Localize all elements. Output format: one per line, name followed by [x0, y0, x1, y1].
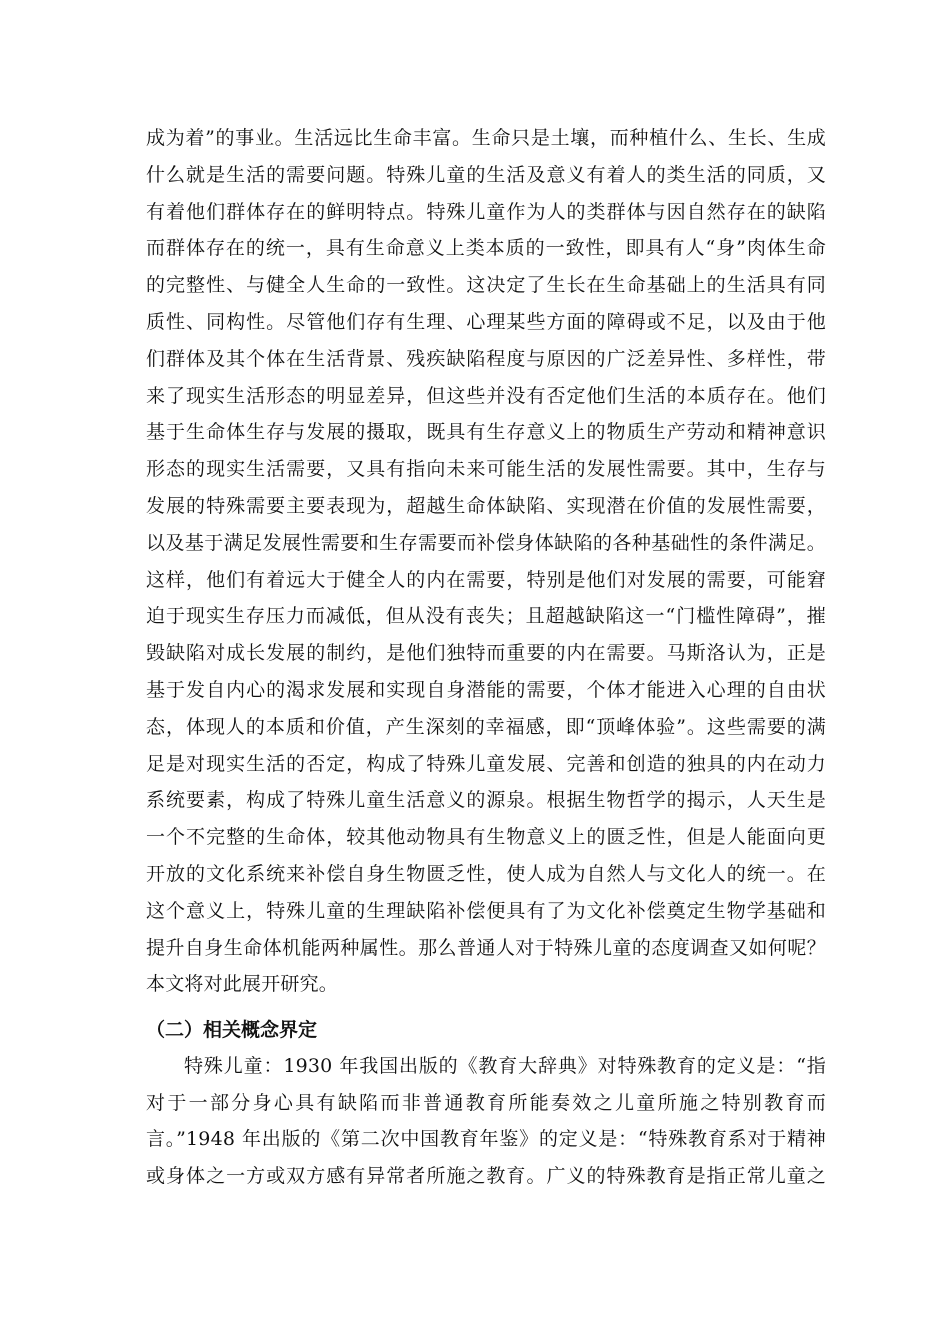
- text-line: 质性、同构性。尽管他们存有生理、心理某些方面的障碍或不足，以及由于他: [146, 311, 826, 333]
- text-line: 本文将对此展开研究。: [146, 973, 339, 996]
- text-line: 来了现实生活形态的明显差异，但这些并没有否定他们生活的本质存在。他们: [146, 384, 826, 407]
- text-line: 特殊儿童：1930 年我国出版的《教育大辞典》对特殊教育的定义是：“指: [184, 1055, 826, 1077]
- text-line: 什么就是生活的需要问题。特殊儿童的生活及意义有着人的类生活的同质，又: [146, 163, 826, 186]
- text-line: 毁缺陷对成长发展的制约，是他们独特而重要的内在需要。马斯洛认为，正是: [146, 642, 826, 665]
- text-line: 或身体之一方或双方感有异常者所施之教育。广义的特殊教育是指正常儿童之: [146, 1164, 826, 1187]
- text-line: 们群体及其个体在生活背景、残疾缺陷程度与原因的广泛差异性、多样性，带: [146, 347, 826, 370]
- text-line: 言。”1948 年出版的《第二次中国教育年鉴》的定义是：“特殊教育系对于精神: [146, 1128, 826, 1150]
- text-line: 系统要素，构成了特殊儿童生活意义的源泉。根据生物哲学的揭示，人天生是: [146, 789, 826, 812]
- text-line: 一个不完整的生命体，较其他动物具有生物意义上的匮乏性，但是人能面向更: [146, 826, 826, 849]
- text-line: 这样，他们有着远大于健全人的内在需要，特别是他们对发展的需要，可能窘: [146, 568, 826, 591]
- text-line: 迫于现实生存压力而减低，但从没有丧失；且超越缺陷这一“门槛性障碍”，摧: [146, 605, 826, 628]
- text-line: 提升自身生命体机能两种属性。那么普通人对于特殊儿童的态度调查又如何呢？: [146, 936, 826, 959]
- text-line: 以及基于满足发展性需要和生存需要而补偿身体缺陷的各种基础性的条件满足。: [146, 531, 826, 554]
- text-line: 有着他们群体存在的鲜明特点。特殊儿童作为人的类群体与因自然存在的缺陷: [146, 200, 826, 223]
- text-line: 开放的文化系统来补偿自身生物匮乏性，使人成为自然人与文化人的统一。在: [146, 863, 826, 885]
- text-line: 态，体现人的本质和价值，产生深刻的幸福感，即“顶峰体验”。这些需要的满: [146, 715, 826, 738]
- text-line: 的完整性、与健全人生命的一致性。这决定了生长在生命基础上的生活具有同: [146, 274, 826, 297]
- text-line: 成为着”的事业。生活远比生命丰富。生命只是土壤，而种植什么、生长、生成: [146, 127, 826, 149]
- text-line: 基于发自内心的渴求发展和实现自身潜能的需要，个体才能进入心理的自由状: [146, 679, 826, 701]
- text-line: 而群体存在的统一，具有生命意义上类本质的一致性，即具有人“身”肉体生命: [146, 237, 826, 260]
- text-line: 基于生命体生存与发展的摄取，既具有生存意义上的物质生产劳动和精神意识: [146, 421, 826, 444]
- section-heading: （二）相关概念界定: [146, 1019, 318, 1041]
- text-line: 足是对现实生活的否定，构成了特殊儿童发展、完善和创造的独具的内在动力: [146, 752, 826, 775]
- text-line: 发展的特殊需要主要表现为，超越生命体缺陷、实现潜在价值的发展性需要，: [146, 495, 826, 517]
- text-line: 对于一部分身心具有缺陷而非普通教育所能奏效之儿童所施之特别教育而: [146, 1091, 826, 1114]
- text-line: 这个意义上，特殊儿童的生理缺陷补偿便具有了为文化补偿奠定生物学基础和: [146, 899, 826, 922]
- text-line: 形态的现实生活需要，又具有指向未来可能生活的发展性需要。其中，生存与: [146, 458, 826, 481]
